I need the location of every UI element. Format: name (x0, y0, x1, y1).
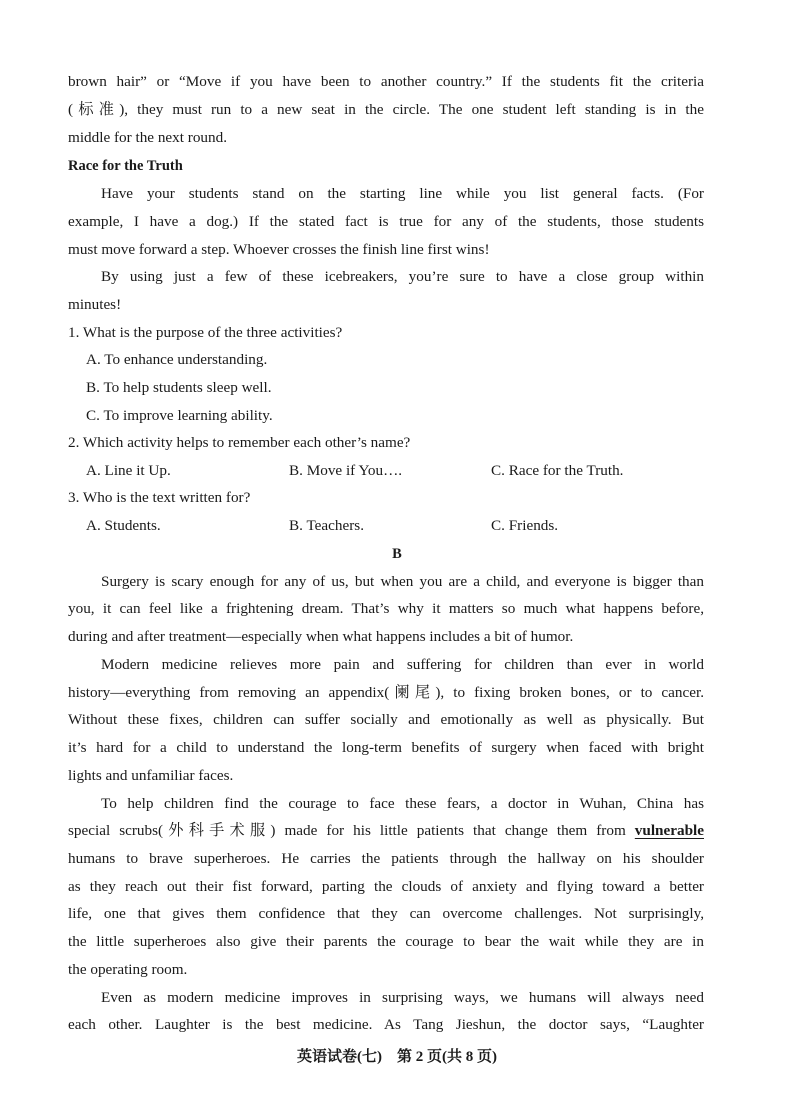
passage-line: you, it can feel like a frightening dream. That’s why it matters so much what happens before, (68, 600, 704, 617)
passage-line: life, one that gives them confidence that they can overcome challenges. Not surprisingly, (68, 905, 704, 922)
passage-line: Even as modern medicine improves in surprising ways, we humans will always need (101, 989, 704, 1006)
question-1-option-a: A. To enhance understanding. (86, 351, 268, 368)
underlined-vocab-word: vulnerable (634, 822, 704, 839)
passage-line: must move forward a step. Whoever crosses the finish line first wins! (68, 241, 490, 258)
passage-line: By using just a few of these icebreakers, you’re sure to have a close group within (101, 268, 704, 285)
passage-line: it’s hard for a child to understand the long-term benefits of surgery when faced with bright (68, 739, 704, 756)
passage-line: humans to brave superheroes. He carries the patients through the hallway on his shoulder (68, 850, 704, 867)
passage-line: lights and unfamiliar faces. (68, 767, 234, 784)
question-3-option-b: B. Teachers. (289, 517, 364, 534)
passage-line: To help children find the courage to face these fears, a doctor in Wuhan, China has (101, 795, 704, 812)
passage-line: the operating room. (68, 961, 188, 978)
passage-line (68, 821, 704, 841)
passage-line: the little superheroes also give their parents the courage to bear the wait while they are in (68, 933, 704, 950)
section-heading: Race for the Truth (68, 158, 183, 174)
question-1-option-b: B. To help students sleep well. (86, 379, 272, 396)
question-1-option-c: C. To improve learning ability. (86, 407, 273, 424)
page-footer: 英语试卷(七) 第 2 页(共 8 页) (297, 1049, 497, 1065)
passage-line: Without these fixes, children can suffer socially and emotionally as well as physically. But (68, 711, 704, 728)
passage-line: middle for the next round. (68, 129, 228, 146)
passage-line: (标准), they must run to a new seat in the circle. The one student left standing is in the (68, 101, 704, 118)
question-3-option-c: C. Friends. (491, 517, 559, 534)
passage-line: Modern medicine relieves more pain and suffering for children than ever in world (101, 656, 704, 673)
passage-line: example, I have a dog.) If the stated fact is true for any of the students, those students (68, 213, 704, 230)
question-stem-1: 1. What is the purpose of the three activities? (68, 324, 343, 341)
passage-line: each other. Laughter is the best medicine. As Tang Jieshun, the doctor says, “Laughter (68, 1016, 704, 1033)
passage-label: B (392, 546, 402, 562)
question-2-option-c: C. Race for the Truth. (491, 462, 624, 479)
passage-line: history—everything from removing an appendix(阑尾), to fixing broken bones, or to cancer. (68, 684, 704, 701)
passage-line: Have your students stand on the starting line while you list general facts. (For (101, 185, 704, 202)
passage-line: during and after treatment—especially when what happens includes a bit of humor. (68, 628, 574, 645)
question-2-option-b: B. Move if You…. (289, 462, 403, 479)
passage-line: as they reach out their fist forward, parting the clouds of anxiety and flying toward a better (68, 878, 704, 895)
passage-text: special scrubs(外科手术服) made for his little patients that change them from (68, 822, 635, 839)
passage-line: minutes! (68, 296, 122, 313)
passage-line: Surgery is scary enough for any of us, but when you are a child, and everyone is bigger than (101, 573, 704, 590)
passage-line: brown hair” or “Move if you have been to another country.” If the students fit the criteria (68, 73, 704, 90)
question-2-option-a: A. Line it Up. (86, 462, 171, 479)
question-stem-3: 3. Who is the text written for? (68, 489, 251, 506)
question-3-option-a: A. Students. (86, 517, 161, 534)
question-stem-2: 2. Which activity helps to remember each other’s name? (68, 434, 411, 451)
